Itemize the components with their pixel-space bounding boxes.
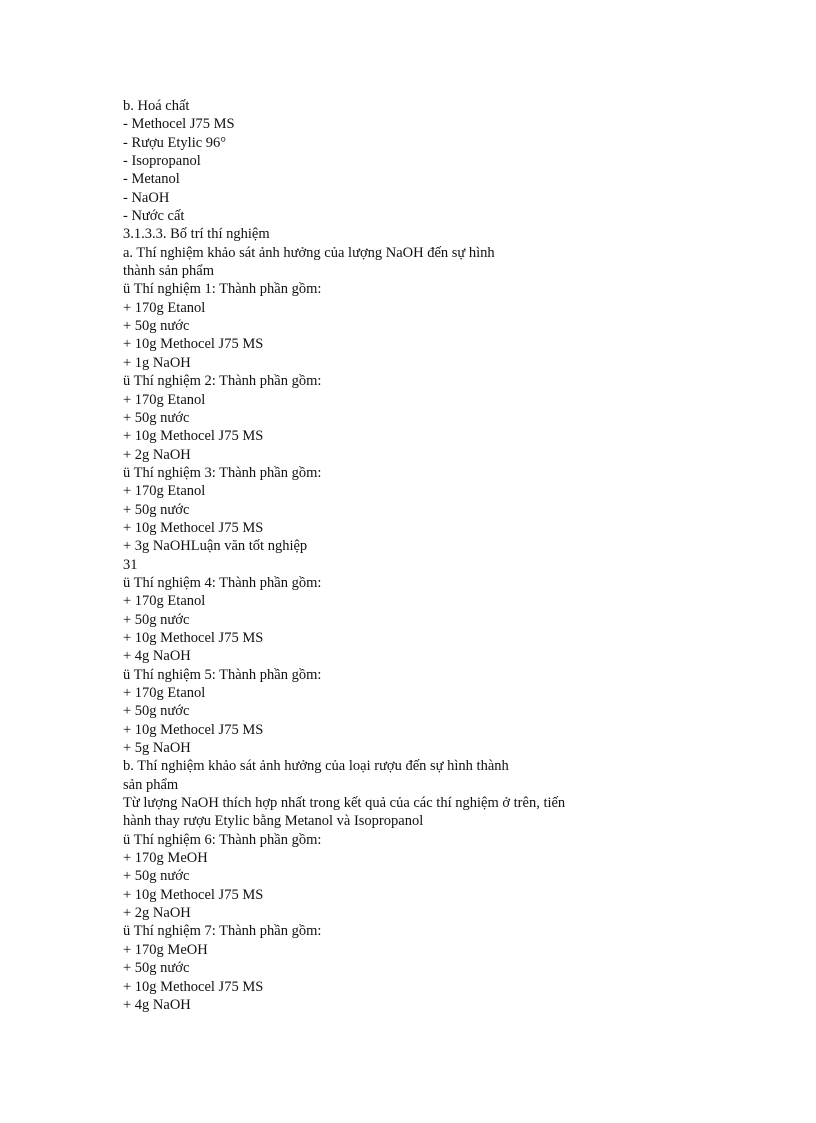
ingredient-line: + 50g nước — [123, 960, 190, 977]
ingredient-line: + 50g nước — [123, 703, 190, 720]
subsection-heading-naoh: a. Thí nghiệm khảo sát ảnh hưởng của lượng NaOH đến sự hình — [123, 244, 495, 261]
experiment-heading: ü Thí nghiệm 3: Thành phần gồm: — [123, 464, 322, 481]
experiment-heading: ü Thí nghiệm 5: Thành phần gồm: — [123, 666, 322, 683]
chemical-item: - Methocel J75 MS — [123, 116, 235, 133]
ingredient-line: + 4g NaOH — [123, 648, 191, 665]
experiment-heading: ü Thí nghiệm 2: Thành phần gồm: — [123, 373, 322, 390]
section-heading-experiment-layout: 3.1.3.3. Bố trí thí nghiệm — [123, 226, 270, 243]
chemical-item: - NaOH — [123, 189, 170, 206]
page-number: 31 — [123, 556, 138, 573]
chemical-item: - Metanol — [123, 171, 180, 188]
ingredient-line: + 50g nước — [123, 318, 190, 335]
experiment-heading: ü Thí nghiệm 6: Thành phần gồm: — [123, 831, 322, 848]
ingredient-line: + 10g Methocel J75 MS — [123, 721, 264, 738]
chemical-item: - Nước cất — [123, 208, 185, 225]
section-heading-chemicals: b. Hoá chất — [123, 98, 190, 114]
ingredient-line: + 5g NaOH — [123, 740, 191, 757]
subsection-heading-alcohol-cont: sản phẩm — [123, 776, 179, 793]
subsection-heading-naoh-cont: thành sản phẩm — [123, 263, 215, 280]
ingredient-line: + 170g Etanol — [123, 299, 206, 316]
ingredient-line: + 2g NaOH — [123, 905, 191, 922]
experiment-heading: ü Thí nghiệm 7: Thành phần gồm: — [123, 923, 322, 940]
ingredient-line: + 170g Etanol — [123, 593, 206, 610]
ingredient-line: + 10g Methocel J75 MS — [123, 336, 264, 353]
chemical-item: - Rượu Etylic 96° — [123, 134, 227, 151]
ingredient-line: + 50g nước — [123, 868, 190, 885]
ingredient-line: + 1g NaOH — [123, 354, 191, 371]
ingredient-line-with-footer: + 3g NaOHLuận văn tốt nghiệp — [123, 538, 308, 555]
ingredient-line: + 170g MeOH — [123, 850, 208, 867]
ingredient-line: + 10g Methocel J75 MS — [123, 886, 264, 903]
experiment-heading: ü Thí nghiệm 4: Thành phần gồm: — [123, 574, 322, 591]
ingredient-line: + 170g Etanol — [123, 391, 206, 408]
ingredient-line: + 170g MeOH — [123, 941, 208, 958]
paragraph-line: hành thay rượu Etylic bằng Metanol và Isopropanol — [123, 813, 424, 830]
ingredient-line: + 50g nước — [123, 611, 190, 628]
ingredient-line: + 10g Methocel J75 MS — [123, 428, 264, 445]
paragraph-line: Từ lượng NaOH thích hợp nhất trong kết quả của các thí nghiệm ở trên, tiến — [123, 795, 566, 812]
ingredient-line: + 10g Methocel J75 MS — [123, 519, 264, 536]
ingredient-line: + 170g Etanol — [123, 483, 206, 500]
ingredient-line: + 10g Methocel J75 MS — [123, 978, 264, 995]
ingredient-line: + 170g Etanol — [123, 685, 206, 701]
ingredient-line: + 10g Methocel J75 MS — [123, 629, 264, 646]
ingredient-line: + 50g nước — [123, 501, 190, 518]
subsection-heading-alcohol: b. Thí nghiệm khảo sát ảnh hưởng của loại rượu đến sự hình thành — [123, 758, 509, 775]
ingredient-line: + 4g NaOH — [123, 996, 191, 1013]
chemical-item: - Isopropanol — [123, 153, 201, 170]
ingredient-line: + 50g nước — [123, 409, 190, 426]
experiment-heading: ü Thí nghiệm 1: Thành phần gồm: — [123, 281, 322, 298]
document-page — [123, 97, 743, 1014]
ingredient-line: + 2g NaOH — [123, 446, 191, 463]
